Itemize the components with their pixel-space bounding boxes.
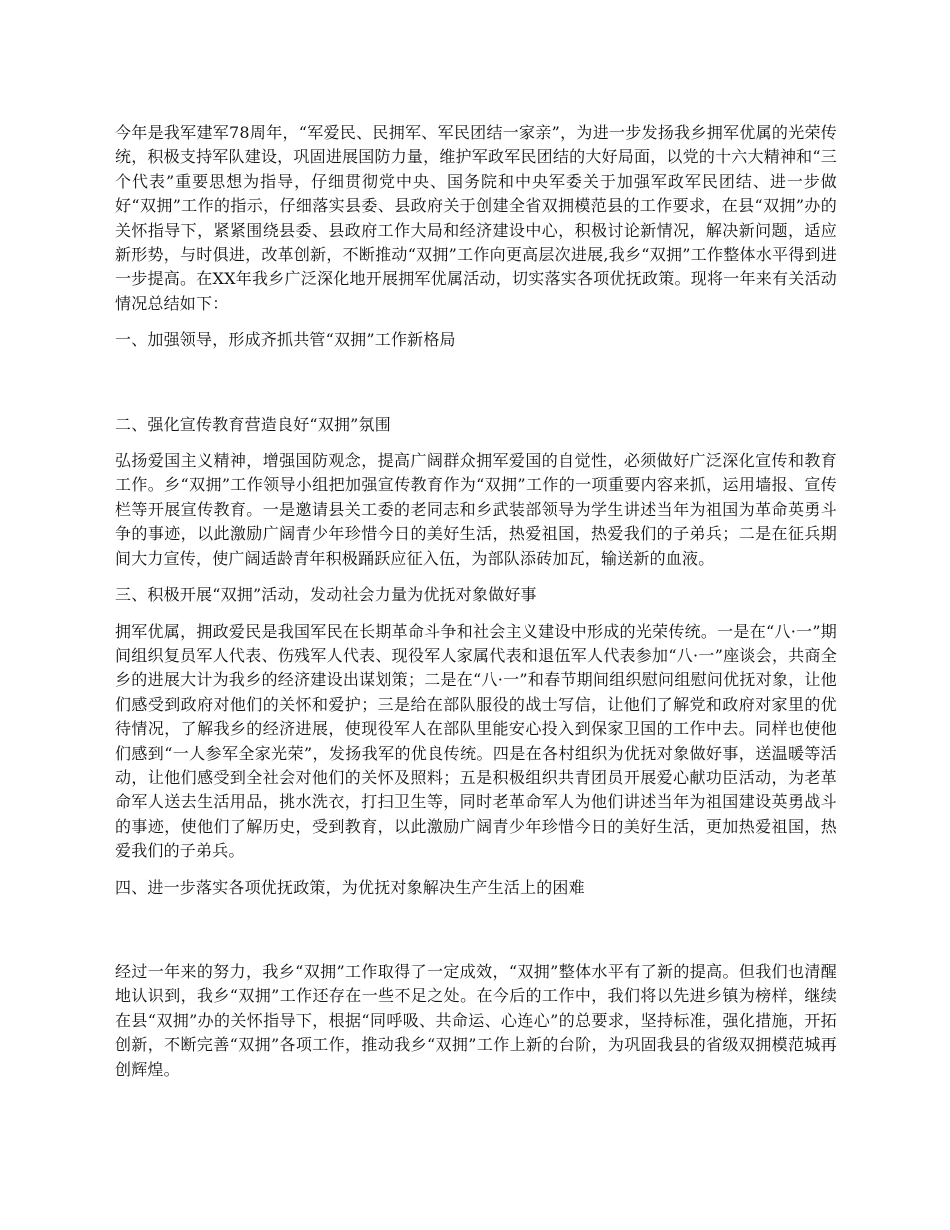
section-gap [115, 365, 837, 413]
section-heading-4: 四、进一步落实各项优抚政策，为优抚对象解决生产生活上的困难 [115, 877, 585, 897]
section-heading-3: 三、积极开展“双拥”活动，发动社会力量为优抚对象做好事 [115, 585, 537, 605]
section-2-paragraph: 弘扬爱国主义精神，增强国防观念，提高广阔群众拥军爱国的自觉性，必须做好广泛深化宣传和教育工作。乡“双拥”工作领导小组把加强宣传教育作为“双拥”工作的一项重要内容来抓，运用墙报、宣传栏等开展宣传教育。一是邀请县关工委的老同志和乡武装部领导为学生讲述当年为祖国为革命英勇斗争的事迹，以此激励广阔青少年珍惜今日的美好生活，热爱祖国，热爱我们的子弟兵；二是在征兵期间大力宣传，使广阔适龄青年积极踊跃应征入伍，为部队添砖加瓦，输送新的血液。 [115, 451, 837, 568]
section-heading-1: 一、加强领导，形成齐抓共管“双拥”工作新格局 [115, 330, 456, 350]
document-body [115, 121, 837, 1094]
section-gap [115, 912, 837, 960]
intro-paragraph: 今年是我军建军78周年，“军爱民、民拥军、军民团结一家亲”，为进一步发扬我乡拥军优属的光荣传统，积极支持军队建设，巩固进展国防力量，维护军政军民团结的大好局面，以党的十六大精神和“三个代表”重要思想为指导，仔细贯彻党中央、国务院和中央军委关于加强军政军民团结、进一步做好“双拥”工作的指示，仔细落实县委、县政府关于创建全省双拥模范县的工作要求，在县“双拥”办的关怀指导下，紧紧围绕县委、县政府工作大局和经济建设中心，积极讨论新情况，解决新问题，适应新形势，与时俱进，改革创新，不断推动“双拥”工作向更高层次进展,我乡“双拥”工作整体水平得到进一步提高。在XX年我乡广泛深化地开展拥军优属活动，切实落实各项优抚政策。现将一年来有关活动情况总结如下： [115, 123, 837, 313]
section-3-paragraph: 拥军优属，拥政爱民是我国军民在长期革命斗争和社会主义建设中形成的光荣传统。一是在“八·一”期间组织复员军人代表、伤残军人代表、现役军人家属代表和退伍军人代表参加“八·一”座谈会，共商全乡的进展大计为我乡的经济建设出谋划策；二是在“八·一”和春节期间组织慰问组慰问优抚对象，让他们感受到政府对他们的关怀和爱护；三是给在部队服役的战士写信，让他们了解党和政府对家里的优待情况，了解我乡的经济进展，使现役军人在部队里能安心投入到保家卫国的工作中去。同样也使他们感到“一人参军全家光荣”，发扬我军的优良传统。四是在各村组织为优抚对象做好事，送温暖等活动，让他们感受到全社会对他们的关怀及照料；五是积极组织共青团员开展爱心献功臣活动，为老革命军人送去生活用品，挑水洗衣，打扫卫生等，同时老革命军人为他们讲述当年为祖国建设英勇战斗的事迹，使他们了解历史，受到教育，以此激励广阔青少年珍惜今日的美好生活，更加热爱祖国，热爱我们的子弟兵。 [115, 621, 837, 861]
section-heading-2: 二、强化宣传教育营造良好“双拥”氛围 [115, 414, 391, 434]
conclusion-paragraph: 经过一年来的努力，我乡“双拥”工作取得了一定成效，“双拥”整体水平有了新的提高。但我们也清醒地认识到，我乡“双拥”工作还存在一些不足之处。在今后的工作中，我们将以先进乡镇为榜样，继续在县“双拥”办的关怀指导下，根据“同呼吸、共命运、心连心”的总要求，坚持标准，强化措施，开拓创新，不断完善“双拥”各项工作，推动我乡“双拥”工作上新的台阶，为巩固我县的省级双拥模范城再创辉煌。 [115, 961, 837, 1079]
